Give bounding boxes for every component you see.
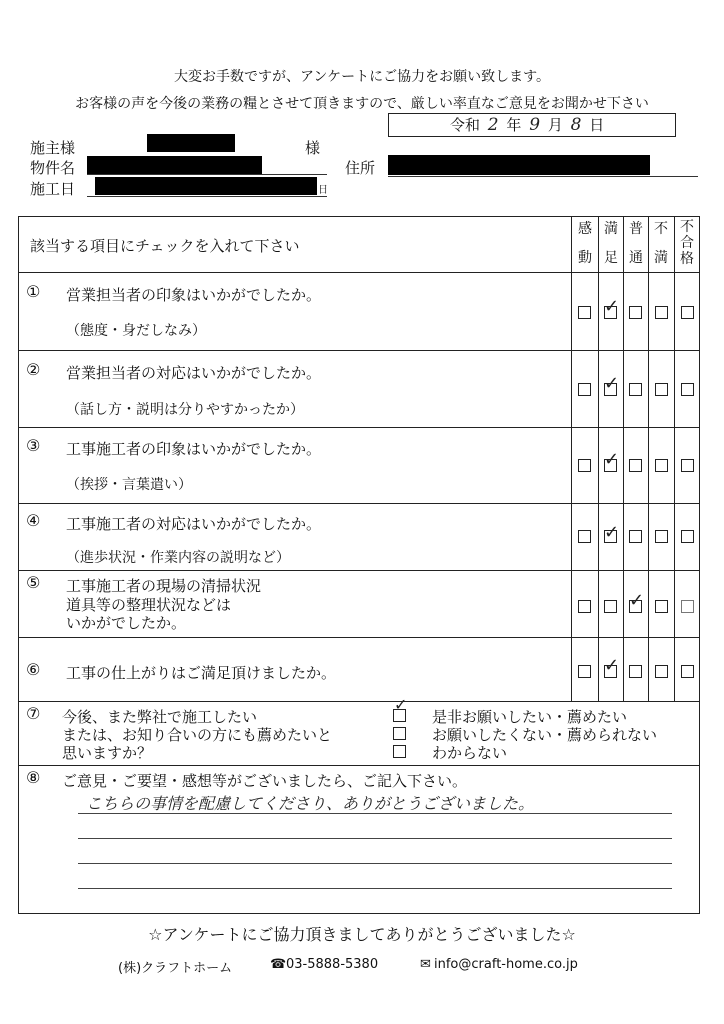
checkmark-icon: ✓ bbox=[394, 695, 408, 714]
checkmark-icon: ✓ bbox=[604, 522, 620, 543]
property-name-redacted bbox=[87, 156, 262, 174]
date-month-unit: 月 bbox=[547, 116, 563, 134]
rating-checkbox[interactable] bbox=[681, 306, 694, 319]
intro-line-2: お客様の声を今後の業務の糧とさせて頂きますので、厳しい率直なご意見をお聞かせ下さい bbox=[75, 96, 649, 112]
rating-checkbox[interactable] bbox=[578, 600, 591, 613]
question-text: 工事施工者の対応はいかがでしたか。 bbox=[66, 515, 322, 533]
date-label: 施工日 bbox=[30, 180, 76, 198]
rating-checkbox[interactable] bbox=[578, 383, 591, 396]
rating-checkbox[interactable] bbox=[629, 459, 642, 472]
question-number: ② bbox=[26, 360, 41, 379]
rating-checkbox[interactable] bbox=[655, 459, 668, 472]
col-header-kando: 感 動 bbox=[578, 221, 592, 266]
comment-answer: こちらの事情を配慮してくださり、ありがとうございました。 bbox=[86, 794, 535, 813]
recommend-unsure-checkbox[interactable] bbox=[393, 745, 406, 758]
question-text: 営業担当者の対応はいかがでしたか。 bbox=[66, 364, 322, 382]
date-day-unit: 日 bbox=[589, 116, 605, 134]
question-subtext: （進歩状況・作業内容の説明など） bbox=[66, 550, 290, 566]
comment-line[interactable] bbox=[78, 888, 672, 889]
checkmark-icon: ✓ bbox=[604, 373, 620, 394]
question-number: ⑤ bbox=[26, 573, 41, 592]
rating-checkbox[interactable] bbox=[681, 459, 694, 472]
rating-checkbox[interactable] bbox=[578, 530, 591, 543]
rating-checkbox[interactable] bbox=[655, 306, 668, 319]
date-era: 令和 bbox=[450, 116, 481, 134]
client-name-redacted bbox=[147, 134, 235, 152]
address-label: 住所 bbox=[345, 159, 376, 177]
date-field bbox=[450, 114, 604, 135]
intro-line-1: 大変お手数ですが、アンケートにご協力をお願い致します。 bbox=[173, 69, 551, 85]
question-text: 営業担当者の印象はいかがでしたか。 bbox=[66, 286, 322, 304]
col-header-manzoku: 満 足 bbox=[604, 221, 618, 266]
row-divider bbox=[18, 503, 700, 504]
comment-prompt: ご意見・ご要望・感想等がございましたら、ご記入下さい。 bbox=[62, 772, 468, 790]
rating-checkbox[interactable] bbox=[655, 600, 668, 613]
rating-checkbox[interactable] bbox=[578, 306, 591, 319]
rating-checkbox[interactable] bbox=[681, 530, 694, 543]
recommend-option-yes: 是非お願いしたい・薦めたい bbox=[432, 708, 628, 726]
thanks-message: ☆アンケートにご協力頂きましてありがとうございました☆ bbox=[148, 925, 576, 944]
row-divider bbox=[18, 637, 700, 638]
col-divider bbox=[571, 216, 572, 701]
instruction: 該当する項目にチェックを入れて下さい bbox=[30, 237, 300, 255]
date-suffix: 日 bbox=[318, 185, 328, 196]
comment-line[interactable] bbox=[78, 863, 672, 864]
rating-checkbox[interactable] bbox=[629, 383, 642, 396]
question-number: ⑦ bbox=[26, 704, 41, 723]
rating-checkbox[interactable] bbox=[629, 665, 642, 678]
rating-checkbox[interactable] bbox=[578, 459, 591, 472]
question-text-line2: 道具等の整理状況などは bbox=[66, 596, 232, 614]
question-subtext: （話し方・説明は分りやすかったか） bbox=[66, 402, 304, 418]
rating-checkbox[interactable] bbox=[681, 383, 694, 396]
checkmark-icon: ✓ bbox=[604, 449, 620, 470]
col-divider bbox=[598, 216, 599, 701]
client-label: 施主様 bbox=[30, 139, 76, 157]
checkmark-icon: ✓ bbox=[604, 296, 620, 317]
rating-checkbox[interactable] bbox=[681, 600, 694, 613]
rating-checkbox[interactable] bbox=[681, 665, 694, 678]
row-divider bbox=[18, 701, 700, 702]
company-name: (株)クラフトホーム bbox=[118, 961, 233, 976]
construction-date-redacted bbox=[95, 177, 317, 195]
col-header-fugokaku: 不 合 格 bbox=[680, 219, 694, 267]
question-number: ④ bbox=[26, 511, 41, 530]
question-number: ⑧ bbox=[26, 768, 41, 787]
date-day: 8 bbox=[570, 115, 582, 135]
property-label: 物件名 bbox=[30, 159, 76, 177]
date-year: 2 bbox=[487, 115, 499, 135]
row-divider bbox=[18, 765, 700, 766]
question-text: 工事施工者の現場の清掃状況 bbox=[66, 577, 262, 595]
question-text: 工事の仕上がりはご満足頂けましたか。 bbox=[66, 664, 337, 682]
phone-icon: ☎ bbox=[270, 957, 287, 972]
row-divider bbox=[18, 272, 700, 273]
row-divider bbox=[18, 570, 700, 571]
checkmark-icon: ✓ bbox=[604, 655, 620, 676]
question-number: ③ bbox=[26, 436, 41, 455]
comment-line[interactable] bbox=[78, 838, 672, 839]
rating-checkbox[interactable] bbox=[578, 665, 591, 678]
rating-checkbox[interactable] bbox=[629, 530, 642, 543]
rating-checkbox[interactable] bbox=[629, 306, 642, 319]
recommend-no-checkbox[interactable] bbox=[393, 727, 406, 740]
comment-line[interactable] bbox=[78, 813, 672, 814]
col-header-futsu: 普 通 bbox=[629, 221, 643, 266]
question-number: ⑥ bbox=[26, 660, 41, 679]
rating-checkbox[interactable] bbox=[655, 383, 668, 396]
address-redacted bbox=[388, 155, 650, 175]
question-number: ① bbox=[26, 282, 41, 301]
col-divider bbox=[623, 216, 624, 701]
question-subtext: （挨拶・言葉遣い） bbox=[66, 477, 192, 493]
date-year-unit: 年 bbox=[506, 116, 522, 134]
checkmark-icon: ✓ bbox=[629, 590, 645, 611]
rating-checkbox[interactable] bbox=[604, 600, 617, 613]
rating-checkbox[interactable] bbox=[655, 665, 668, 678]
col-divider bbox=[674, 216, 675, 701]
phone-number: 03-5888-5380 bbox=[286, 957, 379, 972]
question-text: 工事施工者の印象はいかがでしたか。 bbox=[66, 440, 322, 458]
col-header-fuman: 不 満 bbox=[654, 221, 668, 266]
client-suffix: 様 bbox=[305, 139, 321, 157]
question-text-line3: 思いますか？ bbox=[62, 744, 153, 762]
col-divider bbox=[648, 216, 649, 701]
row-divider bbox=[18, 427, 700, 428]
recommend-option-unsure: わからない bbox=[432, 744, 508, 762]
date-month: 9 bbox=[529, 115, 541, 135]
recommend-option-no: お願いしたくない・薦められない bbox=[432, 726, 658, 744]
row-divider bbox=[18, 350, 700, 351]
mail-icon: ✉ bbox=[420, 957, 431, 972]
rating-checkbox[interactable] bbox=[655, 530, 668, 543]
question-text-line2: または、お知り合いの方にも薦めたいと bbox=[62, 726, 333, 744]
email-address: info@craft-home.co.jp bbox=[434, 957, 578, 972]
question-text: 今後、また弊社で施工したい bbox=[62, 708, 258, 726]
question-subtext: （態度・身だしなみ） bbox=[66, 323, 206, 339]
question-text-line3: いかがでしたか。 bbox=[66, 614, 187, 632]
